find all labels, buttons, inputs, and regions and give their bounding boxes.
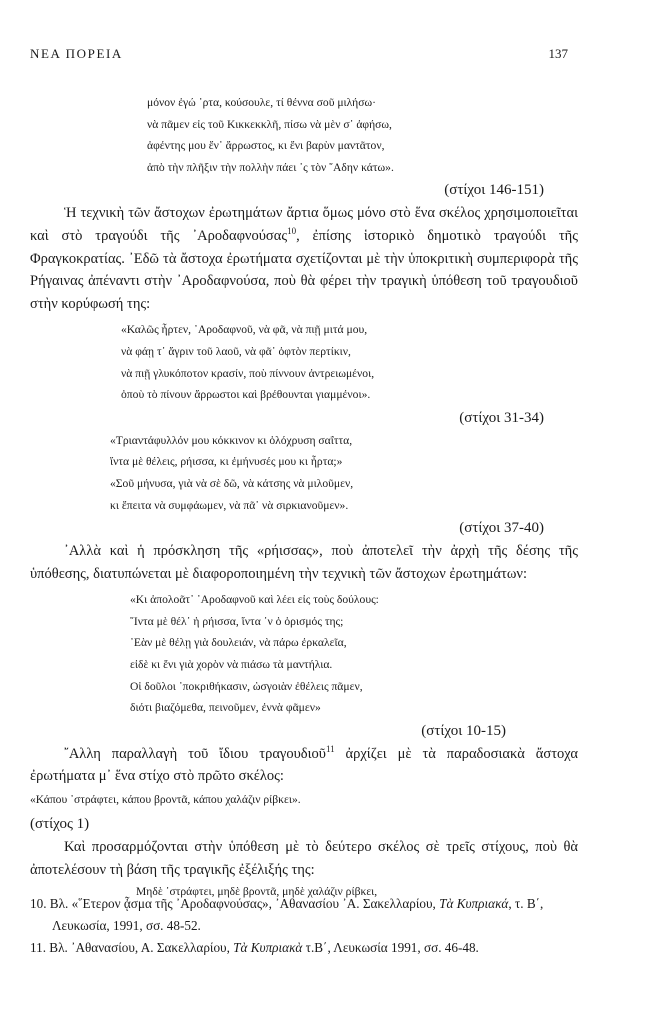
verse-line: ὁποὺ τὸ πίνουν ἄρρωστοι καὶ βρέθουνται γιαμμένοι». — [121, 388, 371, 402]
verse-line: νὰ φάῃ τ᾽ ἄγριν τοῦ λαοῦ, νὰ φᾶ᾽ ὀφτὸν περτίκιν, — [121, 344, 351, 358]
footnote-text: 10. Βλ. «῞Ετερον ᾆσμα τῆς ᾽Αροδαφνούσας», ᾽Αθανασίου ᾽Α. Σακελλαρίου, — [30, 896, 440, 911]
verse-block-4 — [30, 589, 578, 719]
verse-line: κι ἔπειτα νὰ συμφάωμεν, νὰ πᾶ᾽ νὰ σιρκιανοῦμεν». — [110, 498, 349, 512]
verse-line: «Τριαντάφυλλόν μου κόκκινον κι ὁλόχρυση σαΐττα, — [110, 433, 353, 447]
running-head: ΝΕΑ ΠΟΡΕΙΑ — [30, 46, 123, 61]
footnote-text: , τ. Β΄, Λευκωσία, 1991, σσ. 48-52. — [52, 896, 544, 933]
paragraph-1 — [30, 202, 578, 315]
verse-citation: (στίχοι 37-40) — [459, 520, 544, 537]
paragraph-text: Ἡ τεχνικὴ τῶν ἄστοχων ἐρωτημάτων ἄρτια ὅμως μόνο στὸ ἕνα σκέλος χρησιμοποιεῖται καὶ στὸ τραγούδι τῆς ᾽Αροδαφνούσας — [30, 205, 578, 244]
verse-line: διότι βιαζόμεθα, πεινοῦμεν, ἐννὰ φᾶμεν» — [130, 701, 321, 715]
verse-line: ῞Ιντα μὲ θέλ᾽ ἡ ρήισσα, ἴντα ᾽ν ὁ ὁρισμός της; — [130, 614, 344, 628]
verse-line: Μηδὲ ᾽στράφτει, μηδὲ βροντᾶ, μηδὲ χαλάζιν ρίβκει, — [136, 885, 378, 899]
footnote-ref-11: 11 — [325, 744, 335, 755]
footnote-text: 11. Βλ. ᾽Αθανασίου, Α. Σακελλαρίου, — [30, 940, 234, 955]
footnote-ref-10: 10 — [287, 226, 297, 237]
page-number: 137 — [548, 46, 568, 61]
footnote-book-title: Τὰ Κυπριακά — [439, 896, 509, 911]
footnote-text: τ.Β΄, Λευκωσία 1991, σσ. 46-48. — [302, 940, 479, 955]
verse-line: μόνον ἐγώ ᾽ρτα, κούσουλε, τί θέννα σοῦ μιλήσω· — [147, 96, 376, 109]
paragraph-text: ῎Αλλη παραλλαγὴ τοῦ ἴδιου τραγουδιοῦ — [64, 745, 326, 762]
verse-block-3 — [30, 430, 578, 516]
verse-line: ἴντα μὲ θέλεις, ρήισσα, κι ἐμήνυσές μου κι ἦρτα;» — [110, 455, 343, 469]
verse-line: «Κάπου ᾽στράφτει, κάπου βροντᾶ, κάπου χαλάζιν ρίβκει». — [30, 793, 301, 807]
verse-line: ἀφέντης μου ἔν᾽ ἄρρωστος, κι ἔνι βαρὺν μαντᾶτον, — [147, 139, 385, 153]
verse-line: νὰ πιῇ γλυκόποτον κρασίν, ποὺ πίννουν ἀντρειωμένοι, — [121, 366, 375, 380]
verse-line: «Καλῶς ἦρτεν, ᾽Αροδαφνοῦ, νὰ φᾶ, νὰ πιῇ μιτά μου, — [121, 323, 368, 337]
verse-citation: (στίχοι 146-151) — [444, 182, 544, 199]
paragraph-text: , ἐπίσης ἱστορικὸ δημοτικὸ τραγούδι τῆς Φραγκοκρατίας. ᾽Εδῶ τὰ ἄστοχα ἐρωτήματα σχετίζονται μὲ τὴν ὑποκριτικὴ συμπεριφορὰ τῆς Ρήγαινας ἀπέναντι στὴν ᾽Αροδαφνούσα, ποὺ θὰ φέρει τὴν τραγικὴ ὑπόθεση τοῦ τραγουδιοῦ στὴν κορύφωσή της: — [30, 227, 578, 312]
verse-citation: (στίχοι 31-34) — [459, 409, 544, 426]
paragraph-text: Καὶ προσαρμόζονται στὴν ὑπόθεση μὲ τὸ δεύτερο σκέλος σὲ τρεῖς στίχους, ποὺ θὰ ἀποτελέσουν τὴ βάση τῆς τραγικῆς ἐξέλιξής της: — [30, 839, 578, 878]
verse-line: εἰδὲ κι ἔνι γιὰ χορὸν νὰ πιάσω τὰ μαντήλια. — [130, 658, 333, 672]
paragraph-2 — [30, 540, 578, 585]
verse-line: «Κι ἀπολοᾶτ᾽ ᾽Αροδαφνοῦ καὶ λέει εἰς τοὺς δούλους: — [130, 593, 379, 607]
verse-block-2 — [30, 319, 578, 405]
footnotes — [30, 893, 565, 959]
main-text — [30, 92, 578, 903]
footnote-book-title: Τὰ Κυπριακὰ — [233, 940, 303, 955]
verse-line: Οἱ δοῦλοι ᾽ποκριθήκασιν, ὡσγοιὰν ἐθέλεις πᾶμεν, — [130, 679, 363, 693]
paragraph-text: ᾽Αλλὰ καὶ ἡ πρόσκληση τῆς «ρήισσας», ποὺ ἀποτελεῖ τὴν ἀρχὴ τῆς δέσης τῆς ὑπόθεσης, διατυπώνεται μὲ διαφοροποιημένη τὴν τεχνικὴ τῶν ἄστοχων ἐρωτημάτων: — [30, 543, 578, 582]
verse-block-1 — [30, 92, 578, 178]
verse-line: ᾽Εὰν μὲ θέλῃ γιὰ δουλειάν, νὰ πάρω ἐρκαλεῖα, — [130, 636, 347, 650]
paragraph-3 — [30, 743, 578, 788]
verse-line: ἀπὸ τὴν πλῆξιν τὴν πολλὴν πάει ᾽ς τὸν ῞Αδην κάτω». — [147, 160, 394, 174]
footnote-11 — [30, 937, 565, 959]
verse-citation: (στίχοι 10-15) — [421, 722, 506, 739]
verse-line: νὰ πᾶμεν εἰς τοῦ Κικκεκκλῆ, πίσω νὰ μὲν σ᾽ ἀφήσω, — [147, 117, 392, 131]
paragraph-text: ἀρχίζει μὲ τὰ παραδοσιακὰ ἄστοχα ἐρωτήματα μ᾽ ἕνα στίχο στὸ πρῶτο σκέλος: — [30, 745, 578, 785]
verse-line: «Σοῦ μήνυσα, γιὰ νὰ σὲ δῶ, νὰ κάτσης νὰ μιλοῦμεν, — [110, 476, 354, 490]
verse-citation: (στίχος 1) — [30, 816, 90, 833]
page-header — [30, 46, 568, 66]
footnote-10 — [30, 893, 565, 937]
paragraph-4 — [30, 836, 578, 881]
